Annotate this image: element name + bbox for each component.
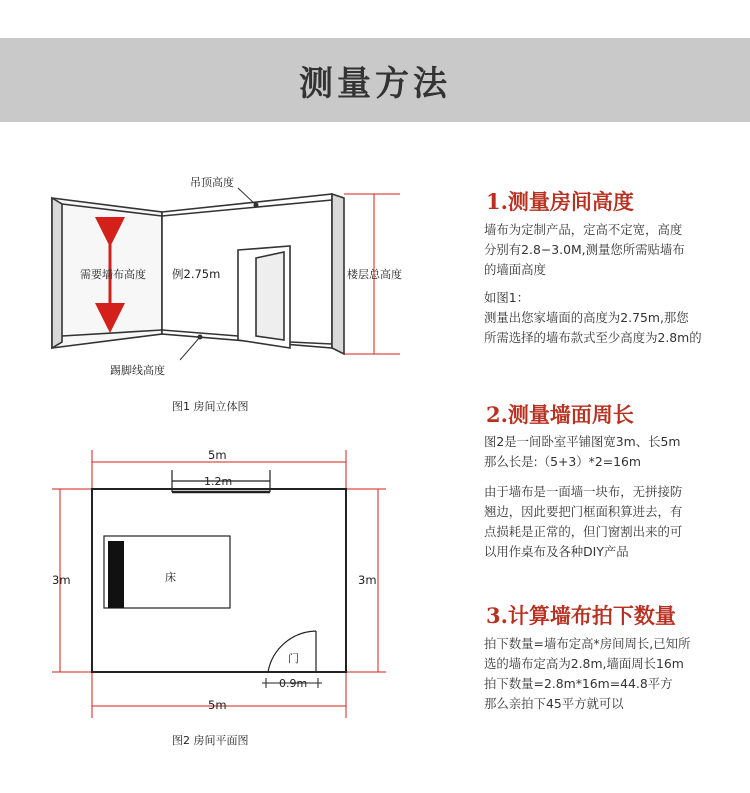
- section-1-title: 1.测量房间高度: [486, 189, 634, 214]
- text-line: 墙布为定制产品，定高不定宽，高度: [484, 222, 683, 237]
- floor-total-label: 楼层总高度: [347, 268, 402, 281]
- window-width-label: 1.2m: [204, 475, 233, 488]
- text-line: 点损耗是正常的，但门窗割出来的可: [484, 524, 683, 539]
- bed-headboard: [108, 541, 124, 608]
- door-label: 门: [288, 652, 299, 665]
- text-line: 拍下数量=墙布定高*房间周长,已知所: [484, 636, 691, 651]
- section-3-para-1: [484, 634, 746, 714]
- example-height-label: 例2.75m: [172, 267, 221, 281]
- baseboard-height-label: 踢脚线高度: [110, 364, 165, 377]
- page-title: 测量方法: [299, 63, 451, 104]
- bottom-width-label: 5m: [208, 698, 227, 712]
- text-line: 由于墙布是一面墙一块布，无拼接防: [484, 484, 683, 499]
- text-line: 所需选择的墙布款式至少高度为2.8m的: [484, 330, 702, 345]
- bed-label: 床: [165, 571, 176, 584]
- text-line: 那么长是:（5+3）*2=16m: [484, 454, 641, 469]
- text-line: 图2是一间卧室平铺图宽3m、长5m: [484, 434, 681, 449]
- left-height-label: 3m: [52, 573, 71, 587]
- text-line: 如图1：: [484, 290, 530, 305]
- section-2-para-1: [484, 432, 746, 472]
- right-height-label: 3m: [358, 573, 377, 587]
- wall-height-label: 需要墙布高度: [80, 268, 146, 281]
- figure-2-caption: 图2 房间平面图: [172, 734, 249, 747]
- text-line: 选的墙布定高为2.8m,墙面周长16m: [484, 656, 684, 671]
- section-1-para-1: [484, 220, 746, 280]
- top-width-label: 5m: [208, 448, 227, 462]
- ceiling-height-label: 吊顶高度: [190, 176, 234, 189]
- text-line: 拍下数量=2.8m*16m=44.8平方: [484, 676, 673, 691]
- section-2-para-2: [484, 482, 746, 562]
- section-2-title: 2.测量墙面周长: [486, 402, 634, 427]
- text-line: 翘边，因此要把门框面积算进去，有: [484, 504, 683, 519]
- door-width-label: 0.9m: [279, 677, 308, 690]
- section-3-title: 3.计算墙布拍下数量: [486, 603, 676, 628]
- figure-1-caption: 图1 房间立体图: [172, 400, 249, 413]
- text-line: 以用作桌布及各种DIY产品: [484, 544, 629, 559]
- section-1-para-2: [484, 288, 746, 348]
- text-line: 那么亲拍下45平方就可以: [484, 696, 624, 711]
- text-line: 的墙面高度: [484, 262, 546, 277]
- text-line: 分别有2.8−3.0M,测量您所需贴墙布: [484, 242, 685, 257]
- text-line: 测量出您家墙面的高度为2.75m,那您: [484, 310, 689, 325]
